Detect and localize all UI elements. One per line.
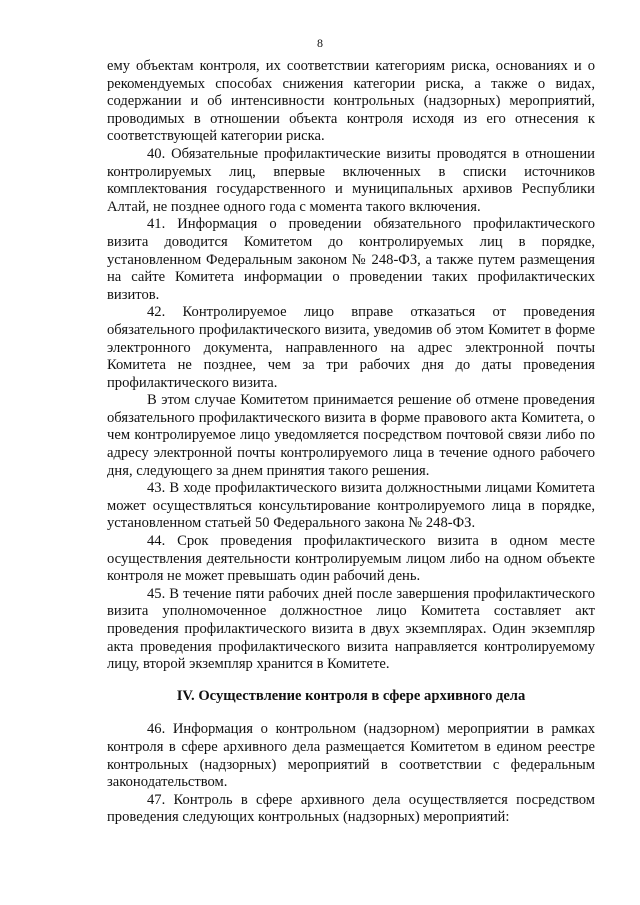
paragraph: 41. Информация о проведении обязательного профилактического визита доводится Комитетом до контролируемых лиц в порядке, установленном Федеральным законом № 248-ФЗ, а также путем размещения на сайте Комитета информации о проведении таких профилактических визитов.: [107, 216, 595, 303]
paragraphs-before-heading: [107, 58, 595, 674]
paragraph: 40. Обязательные профилактические визиты проводятся в отношении контролируемых лиц, впервые включенных в списки источников комплектования государственного и муниципальных архивов Республики Алтай, не позднее одного года с момента такого включения.: [107, 145, 595, 215]
paragraph: 43. В ходе профилактического визита должностными лицами Комитета может осуществляться консультирование контролируемого лица в порядке, установленном статьей 50 Федерального закона № 248-ФЗ.: [107, 480, 595, 532]
paragraph: 42. Контролируемое лицо вправе отказаться от проведения обязательного профилактического визита, уведомив об этом Комитет в форме электронного документа, направленного на адрес электронной почты Комитета не позднее, чем за три рабочих дня до даты проведения профилактического визита.: [107, 304, 595, 391]
paragraph: В этом случае Комитетом принимается решение об отмене проведения обязательного профилактического визита в форме правового акта Комитета, о чем контролируемое лицо уведомляется посредством почтовой связи либо по адресу электронной почты контролируемого лица в течение одного рабочего дня, следующего за днем принятия такого решения.: [107, 392, 595, 479]
page-number: 8: [317, 36, 323, 50]
paragraph: 44. Срок проведения профилактического визита в одном месте осуществления деятельности контролируемым лицом либо на одном объекте контроля не может превышать один рабочий день.: [107, 533, 595, 585]
document-body: [107, 58, 595, 827]
paragraph: ему объектам контроля, их соответствии категориям риска, основаниях и о рекомендуемых способах снижения категории риска, а также о видах, содержании и об интенсивности контрольных (надзорных) мероприятий, проводимых в отношении объекта контроля исходя из его отнесения к соответствующей категории риска.: [107, 58, 595, 145]
section-heading: IV. Осуществление контроля в сфере архивного дела: [176, 687, 526, 704]
paragraphs-after-heading: [107, 721, 595, 827]
paragraph: 47. Контроль в сфере архивного дела осуществляется посредством проведения следующих контрольных (надзорных) мероприятий:: [107, 791, 595, 826]
paragraph: 45. В течение пяти рабочих дней после завершения профилактического визита уполномоченное должностное лицо Комитета составляет акт проведения профилактического визита в двух экземплярах. Один экземпляр акта проведения профилактического визита направляется контролируемому лицу, второй экземпляр хранится в Комитете.: [107, 585, 595, 673]
paragraph: 46. Информация о контрольном (надзорном) мероприятии в рамках контроля в сфере архивного дела размещается Комитетом в едином реестре контрольных (надзорных) мероприятий в соответствии с федеральным законодательством.: [107, 721, 595, 791]
